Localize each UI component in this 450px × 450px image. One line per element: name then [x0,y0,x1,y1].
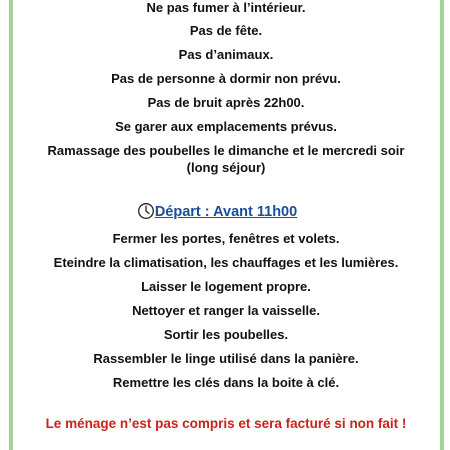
rule-no-extra-guests: Pas de personne à dormir non prévu. [111,71,341,86]
cleaning-fee-warning: Le ménage n’est pas compris et sera facturé si non fait ! [45,416,407,431]
checklist-turn-off-appliances: Eteindre la climatisation, les chauffages et les lumières. [53,255,399,270]
checklist-dishes: Nettoyer et ranger la vaisselle. [132,303,320,318]
rule-no-party: Pas de fête. [189,23,263,38]
rule-no-noise: Pas de bruit après 22h00. [147,95,305,110]
rule-trash-collection-note: (long séjour) [186,160,266,175]
rule-no-smoking: Ne pas fumer à l’intérieur. [146,0,306,15]
rule-parking: Se garer aux emplacements prévus. [115,119,337,134]
checklist-gather-linen: Rassembler le linge utilisé dans la panière. [93,351,359,366]
checklist-take-out-trash: Sortir les poubelles. [163,327,289,342]
checklist-close-doors: Fermer les portes, fenêtres et volets. [112,231,340,246]
rule-trash-collection: Ramassage des poubelles le dimanche et le mercredi soir [47,143,405,158]
rule-no-animals: Pas d’animaux. [178,47,274,62]
right-border-decoration [440,0,444,450]
checklist-leave-clean: Laisser le logement propre. [141,279,311,294]
departure-heading [20,202,432,222]
left-border-decoration [9,0,13,450]
checklist-return-keys: Remettre les clés dans la boite à clé. [112,375,340,390]
departure-title: Départ : Avant 11h00 [154,204,298,220]
